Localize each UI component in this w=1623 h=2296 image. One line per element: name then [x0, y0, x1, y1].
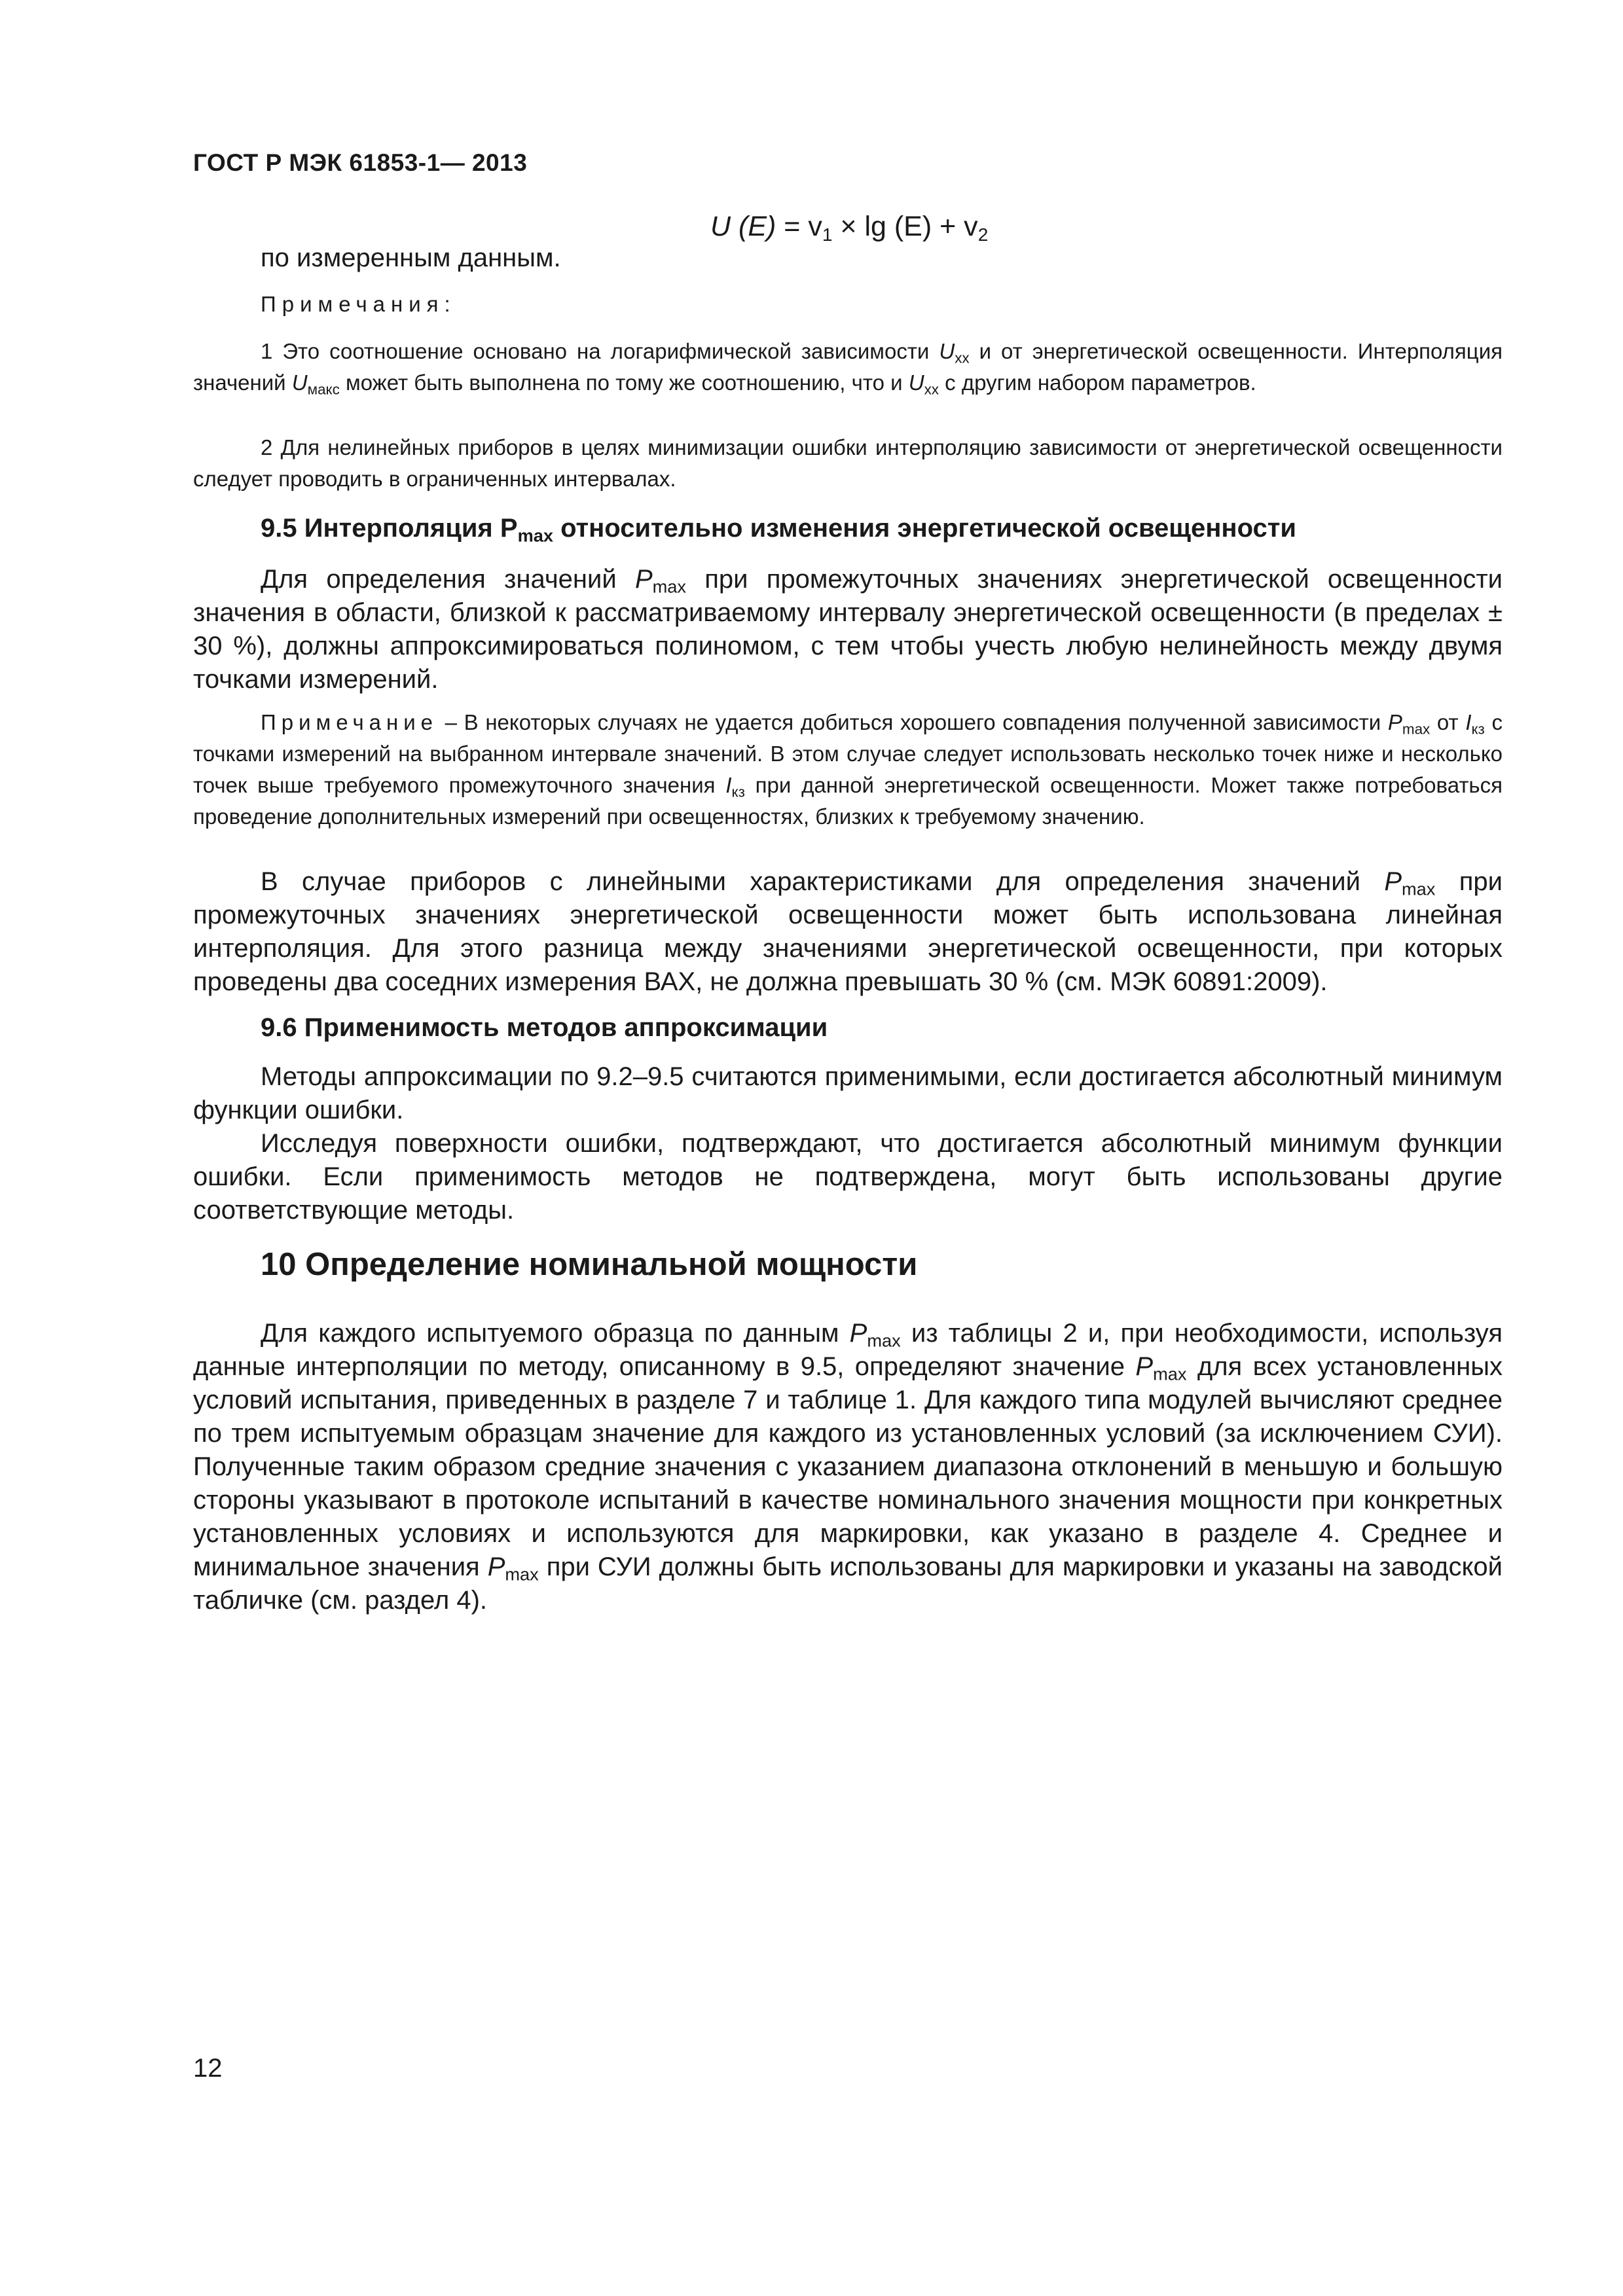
paragraph-9-5-linear: В случае приборов с линейными характеристиками для определения значений $P_{max}$ при промежуточных значениях энергетической освещенности может быть использована линейная интерполяция. Для этого разница между значениями энергетической освещенности, при которых проведены два соседних измерения ВАХ, не должна превышать 30 % (см. МЭК 60891:2009).	[193, 867, 1503, 996]
formula: U $(E) = v_1 \times \lg (E) + v_2$	[710, 211, 989, 245]
paragraph-9-6-b: Исследуя поверхности ошибки, подтверждают, что достигается абсолютный минимум функции ошибки. Если применимость методов не подтверждена, могут быть использованы другие соответствующие методы.	[193, 1129, 1503, 1225]
document-header: ГОСТ Р МЭК 61853-1— 2013	[193, 149, 528, 176]
section-10-heading: 10 Определение номинальной мощности	[261, 1247, 918, 1282]
note-1: 1 Это соотношение основано на логарифмической зависимости $U_{xx}$ и от энергетической освещенности. Интерполяция значений $U_{макс}$ может быть выполнена по тому же соотношению, что и $U_{xx}$ с другим набором параметров.	[193, 339, 1503, 398]
note-9-5: Примечание – В некоторых случаях не удается добиться хорошего совпадения полученной зависимости $P_{max}$ от $I_{кз}$ с точками измерений на выбранном интервале значений. В этом случае следует использовать несколько точек ниже и несколько точек выше требуемого промежуточного значения $I_{кз}$ при данной энергетической освещенности. Может также потребоваться проведение дополнительных измерений при освещенностях, близких к требуемому значению.	[193, 710, 1503, 829]
lead-text: по измеренным данным.	[261, 243, 561, 272]
paragraph-9-5: Для определения значений $P_{max}$ при промежуточных значениях энергетической освещенности значения в области, близкой к рассматриваемому интервалу энергетической освещенности (в пределах ± 30 %), должны аппроксимироваться полиномом, с тем чтобы учесть любую нелинейность между двумя точками измерений.	[193, 565, 1503, 694]
paragraph-10: Для каждого испытуемого образца по данным $P_{max}$ из таблицы 2 и, при необходимости, используя данные интерполяции по методу, описанному в 9.5, определяют значение $P_{max}$ для всех установленных условий испытания, приведенных в разделе 7 и таблице 1. Для каждого типа модулей вычисляют среднее по трем испытуемым образцам значение для каждого из установленных условий (за исключением СУИ). Полученные таким образом средние значения с указанием диапазона отклонений в меньшую и большую стороны указывают в протоколе испытаний в качестве номинального значения мощности при конкретных установленных условиях и используются для маркировки, как указано в разделе 4. Среднее и минимальное значения $P_{max}$ при СУИ должны быть использованы для маркировки и указаны на заводской табличке (см. раздел 4).	[193, 1319, 1503, 1615]
section-9-5-heading: 9.5 Интерполяция $P_{max}$ относительно изменения энергетической освещенности	[261, 514, 1296, 546]
notes-title: Примечания:	[261, 292, 456, 316]
paragraph-9-6-a: Методы аппроксимации по 9.2–9.5 считаются применимыми, если достигается абсолютный минимум функции ошибки.	[193, 1062, 1503, 1124]
note-2: 2 Для нелинейных приборов в целях минимизации ошибки интерполяцию зависимости от энергетической освещенности следует проводить в ограниченных интервалах.	[193, 435, 1503, 491]
document-page	[193, 0, 1503, 2296]
section-9-6-heading: 9.6 Применимость методов аппроксимации	[261, 1013, 828, 1042]
page-number: 12	[193, 2054, 223, 2083]
